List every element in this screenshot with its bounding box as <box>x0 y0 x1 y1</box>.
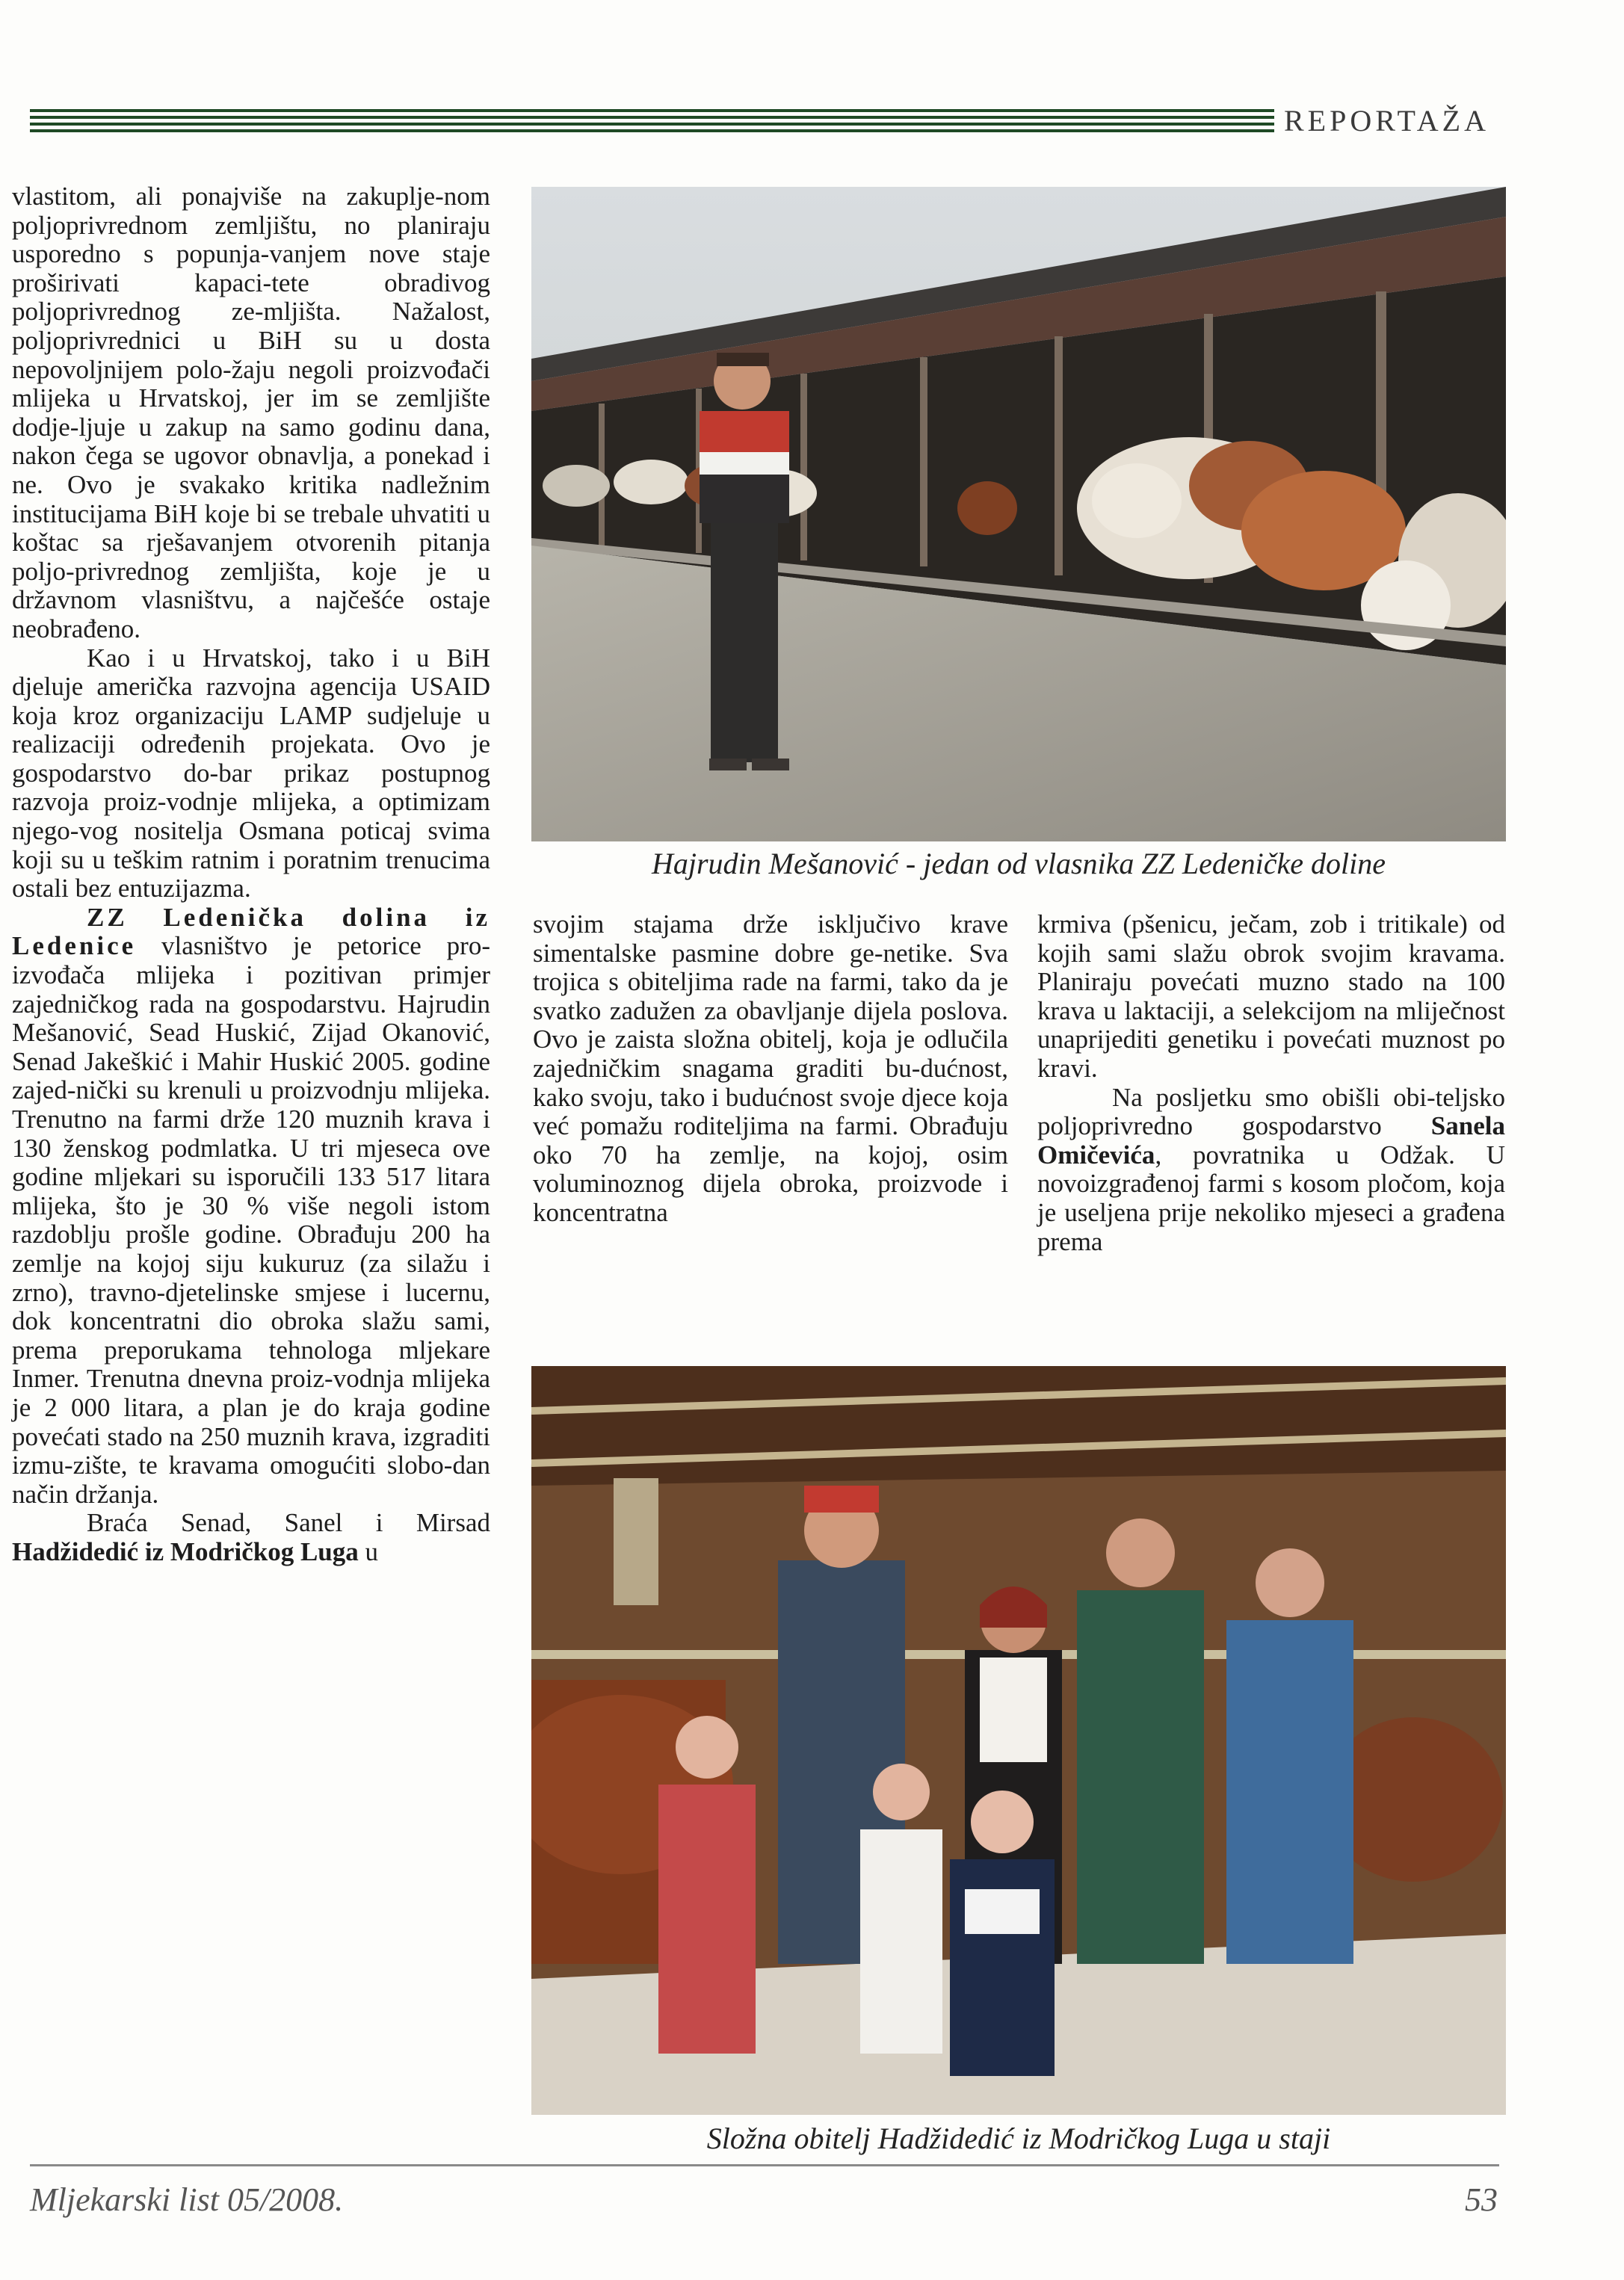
photo-top-caption: Hajrudin Mešanović - jedan od vlasnika ZZ Ledeničke doline <box>651 847 1386 880</box>
page-number: 53 <box>1465 2181 1498 2218</box>
family-barn-photo-icon <box>531 1366 1506 2115</box>
paragraph-3: ZZ Ledenička dolina iz Ledenice vlasništvo je petorice pro-izvođača mlijeka i pozitivan primjer zajedničkog rada na gospodarstvu. Hajrudin Mešanović, Sead Huskić, Zijad Okanović, Senad Jakeškić i Mahir Huskić 2005. godine zajed-nički su krenuli u proizvodnju mlijeka. Trenutno na farmi drže 120 muznih krava i 130 ženskog podmlatka. U tri mjeseca ove godine mljekari su isporučili 133 517 litara mlijeka, što je 30 % više negoli istom razdoblju prošle godine. Obrađuju 200 ha zemlje na kojoj siju kukuruz (za silažu i zrno), travno-djetelinske smjese i lucernu, dok koncentratni dio obroka slažu sami, prema preporukama tehnologa mljekare Inmer. Trenutna dnevna proiz-vodnja mlijeka je 2 000 litara, a plan je do kraja godine povećati stado na 250 muznih krava, izgraditi izmu-zište, te kravama omogućiti slobo-dan način držanja. <box>12 902 490 1509</box>
cow-barn-photo-icon <box>531 187 1506 841</box>
paragraph-6: krmiva (pšenicu, ječam, zob i tritikale) od kojih sami slažu obrok svojim kravama. Planiraju povećati muzno stado na 100 krava u laktaciji, a selekcijom na mliječnost unaprijediti genetiku i povećati muznost po kravi. <box>1037 909 1505 1083</box>
paragraph-1: vlastitom, ali ponajviše na zakuplje-nom poljoprivrednom zemljištu, no planiraju usporedno s popunja-vanjem nove staje proširivati kapaci-tete obradivog poljoprivrednog ze-mljišta. Nažalost, poljoprivrednici u BiH su u dosta nepovoljnijem polo-žaju negoli proizvođači mlijeka u Hrvatskoj, jer im se zemljište dodje-ljuje u zakup na samo godinu dana, nakon čega se ugovor obnavlja, a ponekad i ne. Ovo je svakako kritika nadležnim institucijama BiH koje bi se trebale uhvatiti u koštac sa rješavanjem otvorenih pitanja poljo-privrednog zemljišta, koje je u državnom vlasništvu, a najčešće ostaje neobrađeno. <box>12 182 490 643</box>
header-rules <box>30 109 1274 135</box>
section-label: REPORTAŽA <box>1284 104 1489 138</box>
footer-rule <box>30 2164 1499 2166</box>
farmer-name-omicevic: Sanela Omičevića <box>1037 1111 1505 1170</box>
paragraph-4: Braća Senad, Sanel i Mirsad Hadžidedić iz Modričkog Luga u <box>12 1508 490 1566</box>
photo-bottom-caption: Složna obitelj Hadžidedić iz Modričkog Luga u staji <box>706 2122 1331 2155</box>
farm-name-hadzidedic: Hadžidedić iz Modričkog Luga <box>12 1536 359 1566</box>
middle-column <box>533 910 1008 1228</box>
journal-issue: Mljekarski list 05/2008. <box>30 2181 344 2218</box>
paragraph-5: svojim stajama drže isključivo krave simentalske pasmine dobre ge-netike. Sva trojica s obiteljima rade na farmi, tako da je svatko zadužen za obavljanje dijela poslova. Ovo je zaista složna obitelj, koja je odlučila zajedničkim snagama graditi bu-dućnost, kako svoju, tako i budućnost svoje djece koja već pomažu roditeljima na farmi. Obrađuju oko 70 ha zemlje, na kojoj, osim voluminoznog dijela obroka, proizvode i koncentratna <box>533 909 1008 1227</box>
paragraph-2: Kao i u Hrvatskoj, tako i u BiH djeluje američka razvojna agencija USAID koja kroz organizaciju LAMP sudjeluje u realizaciji određenih projekata. Ovo je gospodarstvo do-bar prikaz postupnog razvoja proiz-vodnje mlijeka, a optimizam njego-vog nositelja Osmana poticaj svima koji su u teškim ratnim i poratnim trenucima ostali bez entuzijazma. <box>12 643 490 903</box>
photo-barn-cows <box>531 187 1506 841</box>
left-column <box>12 182 490 1567</box>
farm-name-ledenicka: ZZ Ledenička dolina iz Ledenice <box>12 902 490 961</box>
paragraph-7: Na posljetku smo obišli obi-teljsko poljoprivredno gospodarstvo Sanela Omičevića, povratnika u Odžak. U novoizgrađenoj farmi s kosom pločom, koja je useljena prije nekoliko mjeseci a građena prema <box>1037 1082 1505 1256</box>
right-column <box>1037 910 1505 1256</box>
photo-family <box>531 1366 1506 2115</box>
